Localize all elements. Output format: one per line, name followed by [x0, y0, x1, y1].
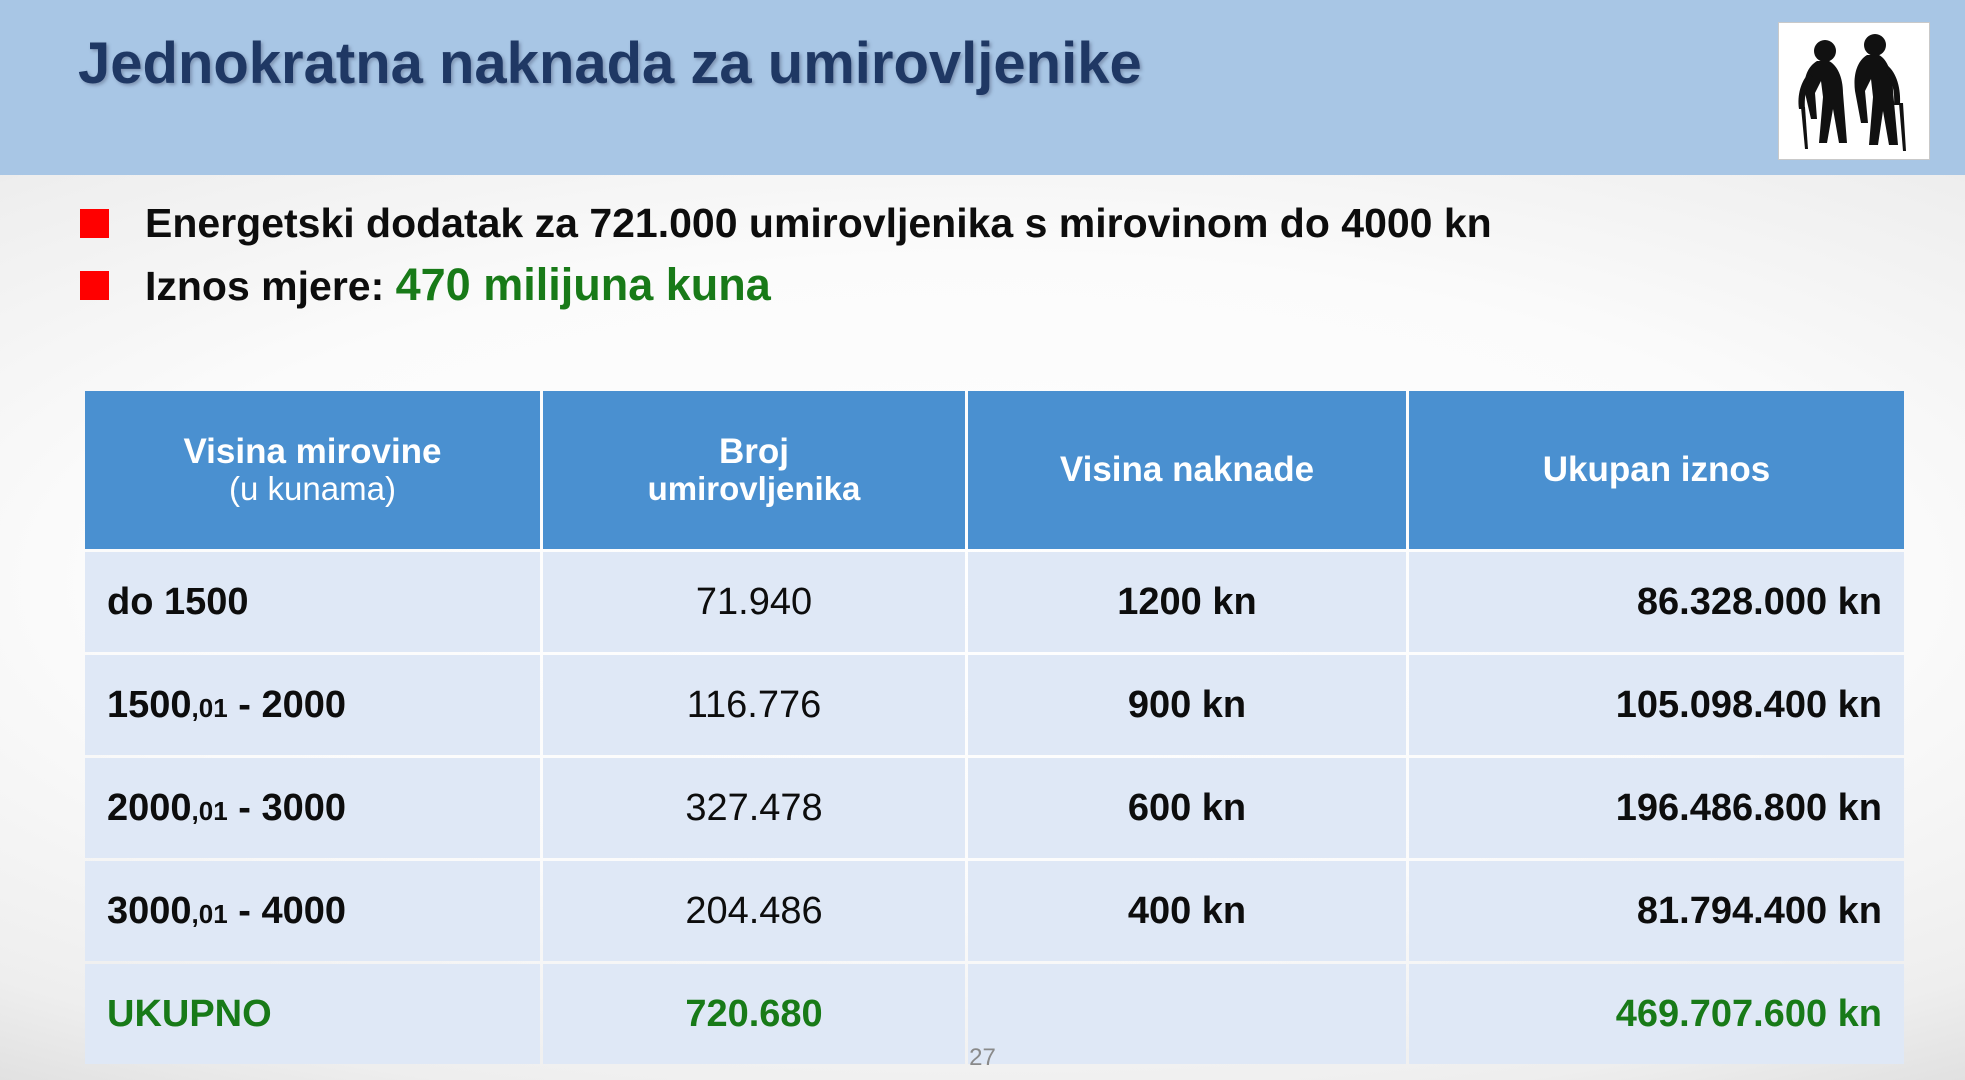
page-title: Jednokratna naknada za umirovljenike	[78, 31, 1142, 96]
column-header-total-amount	[1409, 391, 1904, 549]
cell-total: 81.794.400 kn	[1409, 861, 1904, 961]
column-header-main: Visina naknade	[1059, 450, 1315, 490]
cell-total: 105.098.400 kn	[1409, 655, 1904, 755]
cell-fee: 1200 kn	[968, 552, 1406, 652]
red-square-bullet-icon	[80, 271, 109, 300]
cell-total: 196.486.800 kn	[1409, 758, 1904, 858]
elderly-couple-icon	[1778, 22, 1930, 160]
range-decimals: ,01	[191, 795, 228, 826]
cell-fee: 400 kn	[968, 861, 1406, 961]
table-row	[85, 552, 1904, 652]
cell-range	[85, 552, 540, 652]
range-tail: - 2000	[227, 683, 347, 726]
cell-count: 116.776	[543, 655, 965, 755]
column-header-sub: (u kunama)	[229, 470, 396, 508]
range-decimals: ,01	[191, 692, 228, 723]
cell-total: 86.328.000 kn	[1409, 552, 1904, 652]
column-header-compensation	[968, 391, 1406, 549]
list-item	[80, 200, 1910, 247]
cell-count: 71.940	[543, 552, 965, 652]
cell-count: 327.478	[543, 758, 965, 858]
column-header-pension-amount	[85, 391, 540, 549]
cell-fee: 900 kn	[968, 655, 1406, 755]
pension-table	[82, 388, 1892, 1067]
cell-total-label: UKUPNO	[85, 964, 540, 1064]
range-main: do 1500	[107, 580, 249, 623]
range-main: 1500	[107, 683, 192, 726]
range-main: 2000	[107, 786, 192, 829]
bullet-list	[80, 200, 1910, 323]
cell-total-count: 720.680	[543, 964, 965, 1064]
cell-total-sum: 469.707.600 kn	[1409, 964, 1904, 1064]
range-main: 3000	[107, 889, 192, 932]
slide-header-band	[0, 0, 1965, 175]
column-header-main: Visina mirovine	[183, 431, 442, 471]
column-header-pensioner-count	[543, 391, 965, 549]
table-header-row	[85, 391, 1904, 549]
cell-count: 204.486	[543, 861, 965, 961]
bullet-label-amount: Iznos mjere:	[145, 263, 396, 309]
column-header-main: Ukupan iznos	[1542, 450, 1771, 490]
cell-fee: 600 kn	[968, 758, 1406, 858]
column-header-main: Broj	[719, 431, 789, 471]
cell-range	[85, 861, 540, 961]
page-number: 27	[969, 1044, 996, 1071]
table-row	[85, 758, 1904, 858]
range-tail: - 4000	[227, 889, 347, 932]
column-header-sub: umirovljenika	[647, 470, 861, 508]
table-row	[85, 655, 1904, 755]
red-square-bullet-icon	[80, 209, 109, 238]
range-decimals: ,01	[191, 898, 228, 929]
cell-range	[85, 655, 540, 755]
range-tail: - 3000	[227, 786, 347, 829]
cell-range	[85, 758, 540, 858]
list-item	[80, 259, 1910, 311]
table-row	[85, 861, 1904, 961]
bullet-text-1: Energetski dodatak za 721.000 umirovljenika s mirovinom do 4000 kn	[145, 200, 1492, 246]
bullet-text-2	[145, 259, 771, 311]
bullet-amount-value: 470 milijuna kuna	[395, 259, 771, 310]
